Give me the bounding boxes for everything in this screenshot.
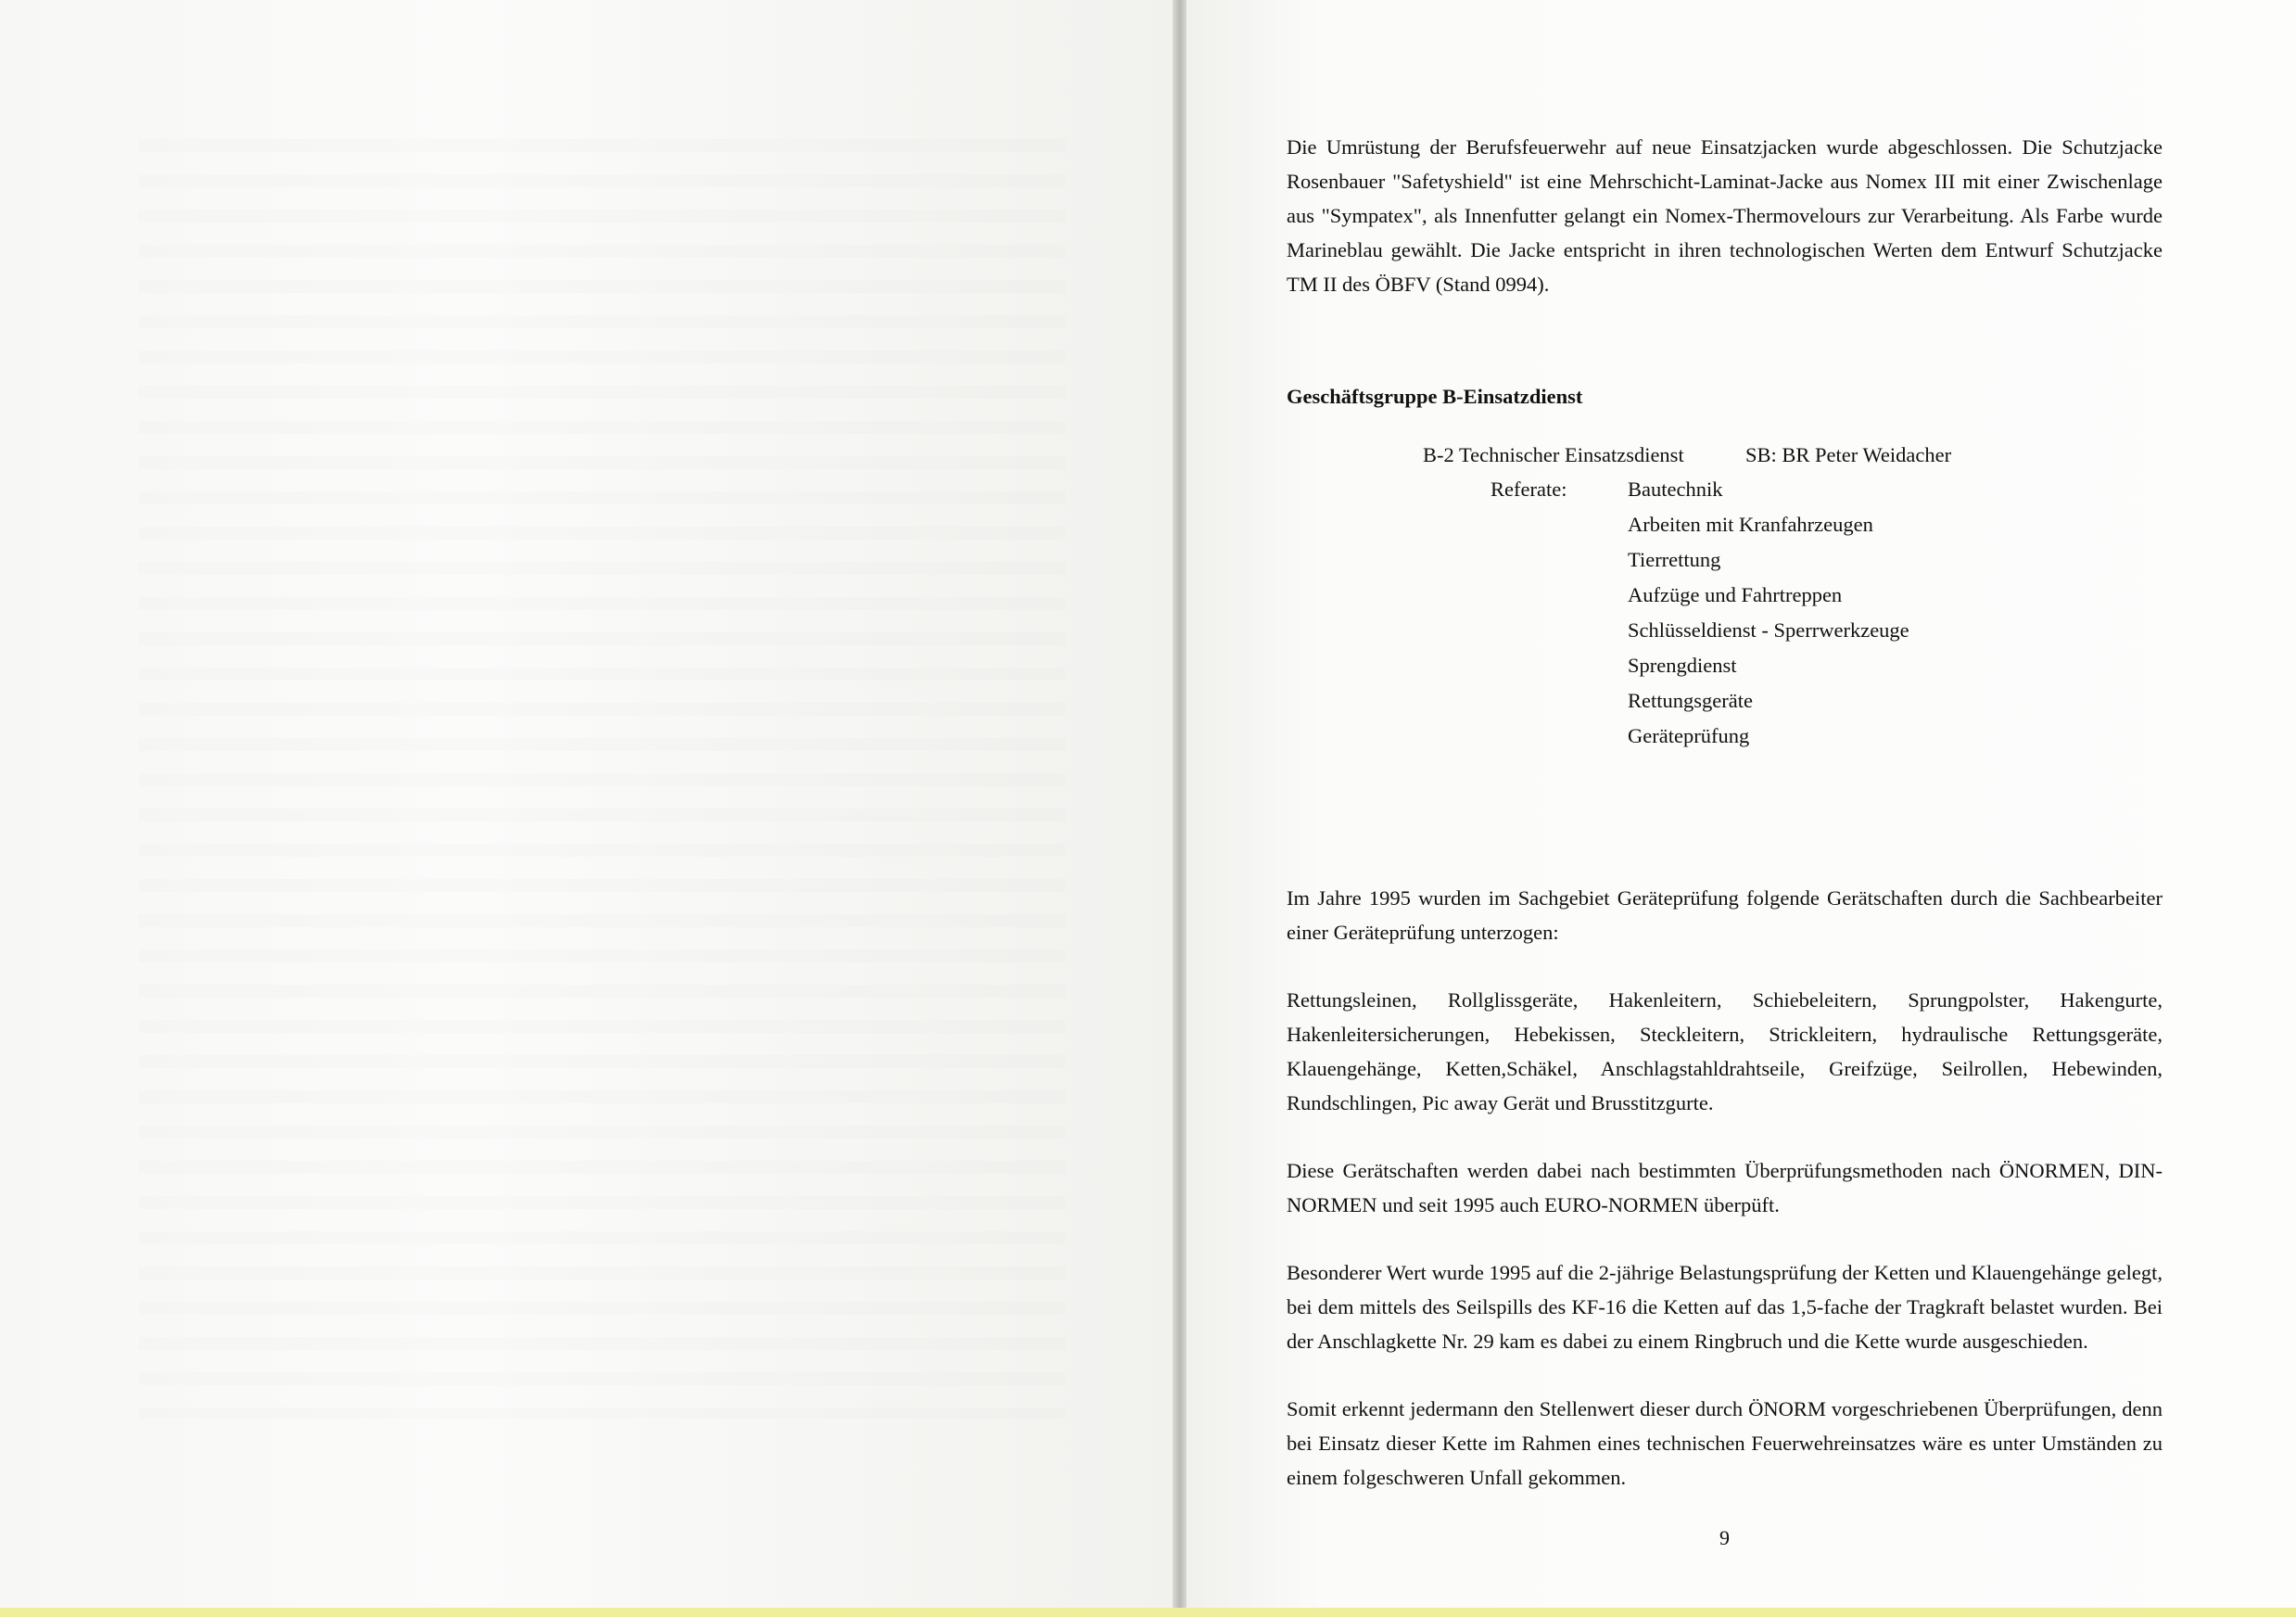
department-block — [1287, 438, 2163, 796]
paragraph-equipment-list: Rettungsleinen, Rollglissgeräte, Hakenleitern, Schiebeleitern, Sprungpolster, Hakengurte, Hakenleitersicherungen, Hebekissen, Steckleitern, Strickleitern, hydraulische Rettungsgeräte, Klauengehänge, Ketten,Schäkel, Anschlagstahldrahtseile, Greifzüge, Seilrollen, Hebewinden, Rundschlingen, Pic away Gerät und Brusstitzgurte. — [1287, 988, 2163, 1114]
section-heading: Geschäftsgruppe B-Einsatzdienst — [1287, 385, 1583, 408]
intro-paragraph: Die Umrüstung der Berufsfeuerwehr auf neue Einsatzjacken wurde abgeschlossen. Die Schutzjacke Rosenbauer "Safetyshield" ist eine Mehrschicht-Laminat-Jacke aus Nomex III mit einer Zwischenlage aus "Sympatex", als Innenfutter gelangt ein Nomex-Thermovelours zur Verarbeitung. Als Farbe wurde Marineblau gewählt. Die Jacke entspricht in ihren technologischen Werten dem Entwurf Schutzjacke TM II des ÖBFV (Stand 0994). — [1287, 135, 2163, 296]
referat-item: Rettungsgeräte — [1628, 689, 1753, 712]
page-number: 9 — [1719, 1526, 1730, 1549]
referat-item: Geräteprüfung — [1628, 724, 1750, 747]
referat-item: Schlüsseldienst - Sperrwerkzeuge — [1628, 618, 1909, 642]
paragraph-conclusion: Somit erkennt jedermann den Stellenwert dieser durch ÖNORM vorgeschriebenen Überprüfungen, denn bei Einsatz dieser Kette im Rahmen eines technischen Feuerwehreinsatzes wäre es unter Umständen zu einem folgeschweren Unfall gekommen. — [1287, 1397, 2163, 1489]
book-gutter — [1173, 0, 1187, 1617]
referat-item: Tierrettung — [1628, 548, 1721, 571]
paragraph-norms: Diese Gerätschaften werden dabei nach bestimmten Überprüfungsmethoden nach ÖNORMEN, DIN-NORMEN und seit 1995 auch EURO-NORMEN überpüft. — [1287, 1159, 2163, 1216]
paragraph-load-test: Besonderer Wert wurde 1995 auf die 2-jährige Belastungsprüfung der Ketten und Klauengehänge gelegt, bei dem mittels des Seilspills des KF-16 die Ketten auf das 1,5-fache der Tragkraft belastet wurden. Bei der Anschlagkette Nr. 29 kam es dabei zu einem Ringbruch und die Kette wurde ausgeschieden. — [1287, 1261, 2163, 1353]
department-name: B-2 Technischer Einsatzsdienst — [1423, 443, 1684, 466]
referat-item: Aufzüge und Fahrtreppen — [1628, 583, 1843, 606]
referat-item: Sprengdienst — [1628, 654, 1737, 677]
scan-bottom-edge — [0, 1608, 2296, 1617]
referate-label: Referate: — [1490, 477, 1567, 501]
referat-item: Bautechnik — [1628, 477, 1723, 501]
referat-item: Arbeiten mit Kranfahrzeugen — [1628, 513, 1873, 536]
page-content — [1287, 130, 2163, 1528]
referate-list — [1628, 472, 1909, 754]
department-sb: SB: BR Peter Weidacher — [1745, 443, 1952, 466]
paragraph-intro-inspection: Im Jahre 1995 wurden im Sachgebiet Geräteprüfung folgende Gerätschaften durch die Sachbearbeiter einer Geräteprüfung unterzogen: — [1287, 886, 2163, 944]
bleed-through-shadow — [139, 139, 1066, 1419]
